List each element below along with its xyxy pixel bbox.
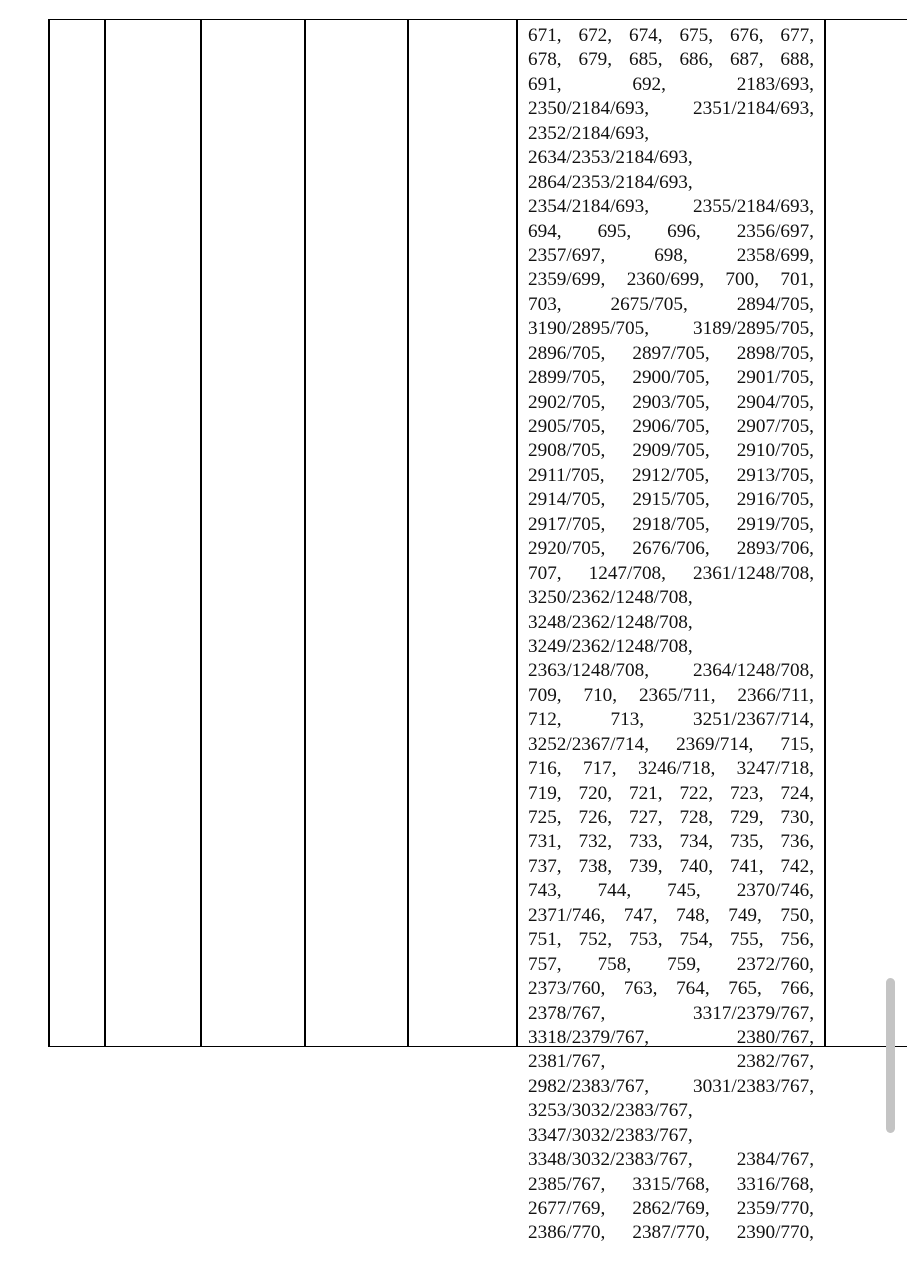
parcel-number: 2364/1248/708, <box>693 660 814 682</box>
parcel-number: 2913/705, <box>736 464 814 486</box>
parcel-number: 2982/2383/767, <box>528 1075 649 1097</box>
parcel-number: 2894/705, <box>736 293 814 315</box>
parcel-number: 758, <box>597 953 632 975</box>
parcel-number: 2373/760, <box>528 978 606 1000</box>
parcel-number: 2909/705, <box>632 440 710 462</box>
parcel-number: 722, <box>679 782 714 804</box>
text-line <box>528 24 814 48</box>
parcel-number: 2363/1248/708, <box>528 660 649 682</box>
parcel-number: 2381/767, <box>528 1051 606 1073</box>
parcel-number: 686, <box>679 49 714 71</box>
parcel-number: 2372/760, <box>736 953 814 975</box>
parcel-number: 2677/769, <box>528 1198 606 1219</box>
parcel-number: 735, <box>729 831 764 853</box>
parcel-number: 754, <box>679 929 714 951</box>
parcel-number: 729, <box>729 807 764 828</box>
text-line <box>528 757 814 781</box>
parcel-number: 2917/705, <box>528 513 606 535</box>
parcel-number: 737, <box>528 855 562 877</box>
text-line <box>528 830 814 854</box>
parcel-number: 2676/706, <box>632 538 710 560</box>
parcel-number: 732, <box>578 831 613 853</box>
parcel-number: 2351/2184/693, <box>693 98 814 120</box>
parcel-number: 692, <box>632 73 666 95</box>
parcel-number: 2864/2353/2184/693, <box>528 171 693 193</box>
parcel-number: 696, <box>667 220 701 242</box>
text-line <box>528 782 814 806</box>
parcel-number: 2634/2353/2184/693, <box>528 147 693 169</box>
text-line <box>528 293 814 317</box>
parcel-number: 679, <box>578 49 613 71</box>
parcel-number: 720, <box>578 782 613 804</box>
parcel-number: 2380/767, <box>736 1026 814 1048</box>
parcel-number: 674, <box>628 25 663 46</box>
parcel-number: 738, <box>578 855 613 877</box>
parcel-number: 2350/2184/693, <box>528 98 649 120</box>
parcel-number: 1247/708, <box>588 562 666 584</box>
text-line <box>528 268 814 292</box>
parcel-number: 759, <box>667 953 701 975</box>
parcel-number: 717, <box>582 758 617 780</box>
text-line <box>528 1148 814 1172</box>
column-border <box>48 20 50 1046</box>
text-line <box>528 195 814 219</box>
parcel-number: 2354/2184/693, <box>528 196 649 218</box>
parcel-number: 2907/705, <box>736 416 814 437</box>
parcel-number: 3318/2379/767, <box>528 1026 649 1048</box>
text-line <box>528 611 814 635</box>
column-border <box>200 20 202 1046</box>
text-line <box>528 122 814 146</box>
text-line <box>528 1099 814 1123</box>
text-line <box>528 488 814 512</box>
parcel-number: 741, <box>729 855 764 877</box>
text-line <box>528 1197 814 1221</box>
parcel-numbers-cell <box>528 24 814 1246</box>
parcel-number: 2862/769, <box>632 1198 710 1219</box>
text-line <box>528 220 814 244</box>
parcel-number: 2916/705, <box>736 489 814 511</box>
parcel-number: 677, <box>780 25 814 46</box>
parcel-number: 765, <box>728 978 762 1000</box>
parcel-number: 688, <box>780 49 814 71</box>
parcel-number: 753, <box>628 929 663 951</box>
data-table <box>48 19 907 1244</box>
parcel-number: 2905/705, <box>528 416 606 437</box>
parcel-number: 736, <box>780 831 814 853</box>
parcel-number: 2675/705, <box>610 293 688 315</box>
parcel-number: 2361/1248/708, <box>693 562 814 584</box>
text-line <box>528 1075 814 1099</box>
text-line <box>528 1026 814 1050</box>
text-line <box>528 953 814 977</box>
parcel-number: 725, <box>528 807 562 828</box>
parcel-number: 2358/699, <box>736 244 814 266</box>
parcel-number: 2386/770, <box>528 1222 606 1244</box>
parcel-number: 698, <box>654 244 688 266</box>
parcel-number: 712, <box>528 709 562 731</box>
parcel-number: 2918/705, <box>632 513 710 535</box>
text-line <box>528 855 814 879</box>
parcel-number: 734, <box>679 831 714 853</box>
text-line <box>528 586 814 610</box>
parcel-number: 3316/768, <box>736 1173 814 1195</box>
parcel-number: 716, <box>528 758 562 780</box>
parcel-number: 726, <box>578 807 613 828</box>
parcel-number: 740, <box>679 855 714 877</box>
text-line <box>528 513 814 537</box>
parcel-number: 2384/767, <box>736 1149 814 1171</box>
parcel-number: 2390/770, <box>736 1222 814 1244</box>
parcel-number: 2356/697, <box>736 220 814 242</box>
parcel-number: 724, <box>780 782 814 804</box>
parcel-number: 3317/2379/767, <box>693 1002 814 1024</box>
text-line <box>528 171 814 195</box>
parcel-number: 2899/705, <box>528 367 606 389</box>
parcel-number: 766, <box>780 978 814 1000</box>
parcel-number: 2378/767, <box>528 1002 606 1024</box>
parcel-number: 715, <box>780 733 814 755</box>
parcel-number: 2910/705, <box>736 440 814 462</box>
parcel-number: 672, <box>578 25 613 46</box>
parcel-number: 3247/718, <box>736 758 814 780</box>
text-line <box>528 1050 814 1074</box>
text-line <box>528 1221 814 1245</box>
text-line <box>528 733 814 757</box>
column-border <box>824 20 826 1046</box>
text-line <box>528 806 814 830</box>
parcel-number: 742, <box>780 855 814 877</box>
parcel-number: 709, <box>528 684 562 706</box>
parcel-number: 2908/705, <box>528 440 606 462</box>
parcel-number: 700, <box>725 269 759 291</box>
parcel-number: 3315/768, <box>632 1173 710 1195</box>
parcel-number: 2920/705, <box>528 538 606 560</box>
parcel-number: 749, <box>728 904 762 926</box>
parcel-number: 2366/711, <box>737 684 814 706</box>
parcel-number: 2911/705, <box>528 464 605 486</box>
text-line <box>528 439 814 463</box>
parcel-number: 719, <box>528 782 562 804</box>
parcel-number: 3246/718, <box>637 758 716 780</box>
parcel-number: 2915/705, <box>632 489 710 511</box>
text-line <box>528 928 814 952</box>
parcel-number: 2355/2184/693, <box>693 196 814 218</box>
text-line <box>528 73 814 97</box>
parcel-number: 3253/3032/2383/767, <box>528 1100 693 1122</box>
parcel-number: 2901/705, <box>736 367 814 389</box>
parcel-number: 676, <box>729 25 764 46</box>
parcel-number: 3347/3032/2383/767, <box>528 1124 693 1146</box>
text-line <box>528 464 814 488</box>
parcel-number: 2919/705, <box>736 513 814 535</box>
parcel-number: 2902/705, <box>528 391 606 413</box>
text-line <box>528 904 814 928</box>
parcel-number: 2352/2184/693, <box>528 122 649 144</box>
parcel-number: 747, <box>623 904 658 926</box>
text-line <box>528 366 814 390</box>
parcel-number: 750, <box>780 904 814 926</box>
parcel-number: 728, <box>679 807 714 828</box>
column-border <box>104 20 106 1046</box>
parcel-number: 3031/2383/767, <box>693 1075 814 1097</box>
parcel-number: 694, <box>528 220 562 242</box>
parcel-number: 713, <box>610 709 645 731</box>
parcel-number: 3249/2362/1248/708, <box>528 635 693 657</box>
parcel-number: 3251/2367/714, <box>693 709 814 731</box>
parcel-number: 2912/705, <box>631 464 710 486</box>
text-line <box>528 537 814 561</box>
text-line <box>528 684 814 708</box>
parcel-number: 733, <box>628 831 663 853</box>
text-line <box>528 635 814 659</box>
text-line <box>528 1002 814 1026</box>
parcel-number: 2369/714, <box>676 733 754 755</box>
parcel-number: 3248/2362/1248/708, <box>528 611 693 633</box>
parcel-number: 687, <box>729 49 764 71</box>
column-border <box>516 20 518 1046</box>
text-line <box>528 342 814 366</box>
parcel-number: 730, <box>780 807 814 828</box>
parcel-number: 671, <box>528 25 562 46</box>
parcel-number: 2903/705, <box>632 391 710 413</box>
text-line <box>528 146 814 170</box>
parcel-number: 748, <box>676 904 710 926</box>
parcel-number: 2906/705, <box>632 416 710 437</box>
column-border <box>304 20 306 1046</box>
parcel-number: 2387/770, <box>632 1222 710 1244</box>
parcel-number: 3250/2362/1248/708, <box>528 587 693 609</box>
parcel-number: 3252/2367/714, <box>528 733 649 755</box>
text-line <box>528 977 814 1001</box>
parcel-number: 3348/3032/2383/767, <box>528 1149 693 1171</box>
parcel-number: 3190/2895/705, <box>528 318 649 340</box>
parcel-number: 678, <box>528 49 562 71</box>
parcel-number: 755, <box>729 929 764 951</box>
text-line <box>528 562 814 586</box>
parcel-number: 703, <box>528 293 562 315</box>
parcel-number: 691, <box>528 73 562 95</box>
text-line <box>528 1173 814 1197</box>
parcel-number: 721, <box>628 782 663 804</box>
parcel-number: 757, <box>528 953 562 975</box>
parcel-number: 751, <box>528 929 562 951</box>
parcel-number: 2382/767, <box>736 1051 814 1073</box>
parcel-number: 2898/705, <box>736 342 814 364</box>
parcel-number: 685, <box>628 49 663 71</box>
parcel-number: 744, <box>597 880 632 902</box>
parcel-number: 3189/2895/705, <box>693 318 814 340</box>
text-line <box>528 708 814 732</box>
parcel-number: 763, <box>623 978 658 1000</box>
parcel-number: 2893/706, <box>736 538 814 560</box>
parcel-number: 2900/705, <box>632 367 710 389</box>
scrollbar-thumb[interactable] <box>886 978 895 1133</box>
text-line <box>528 317 814 341</box>
parcel-number: 752, <box>578 929 613 951</box>
parcel-number: 2897/705, <box>632 342 710 364</box>
parcel-number: 2904/705, <box>736 391 814 413</box>
parcel-number: 745, <box>667 880 701 902</box>
parcel-number: 2359/699, <box>528 269 606 291</box>
parcel-number: 2896/705, <box>528 342 606 364</box>
parcel-number: 2385/767, <box>528 1173 606 1195</box>
parcel-number: 756, <box>780 929 814 951</box>
parcel-number: 2359/770, <box>736 1198 814 1219</box>
parcel-number: 731, <box>528 831 562 853</box>
parcel-number: 2365/711, <box>638 684 716 706</box>
text-line <box>528 879 814 903</box>
parcel-number: 739, <box>628 855 663 877</box>
parcel-number: 2370/746, <box>736 880 814 902</box>
parcel-number: 695, <box>597 220 632 242</box>
text-line <box>528 415 814 439</box>
parcel-number: 2371/746, <box>528 904 606 926</box>
parcel-number: 764, <box>676 978 710 1000</box>
parcel-number: 2360/699, <box>626 269 704 291</box>
text-line <box>528 97 814 121</box>
column-border <box>407 20 409 1046</box>
parcel-number: 675, <box>679 25 714 46</box>
parcel-number: 2914/705, <box>528 489 606 511</box>
parcel-number: 701, <box>780 269 814 291</box>
text-line <box>528 659 814 683</box>
text-line <box>528 1124 814 1148</box>
text-line <box>528 391 814 415</box>
text-line <box>528 244 814 268</box>
parcel-number: 743, <box>528 880 562 902</box>
text-line <box>528 48 814 72</box>
parcel-number: 707, <box>528 562 562 584</box>
parcel-number: 2357/697, <box>528 244 606 266</box>
parcel-number: 710, <box>583 684 618 706</box>
parcel-number: 2183/693, <box>736 73 814 95</box>
parcel-number: 727, <box>628 807 663 828</box>
parcel-number: 723, <box>729 782 764 804</box>
